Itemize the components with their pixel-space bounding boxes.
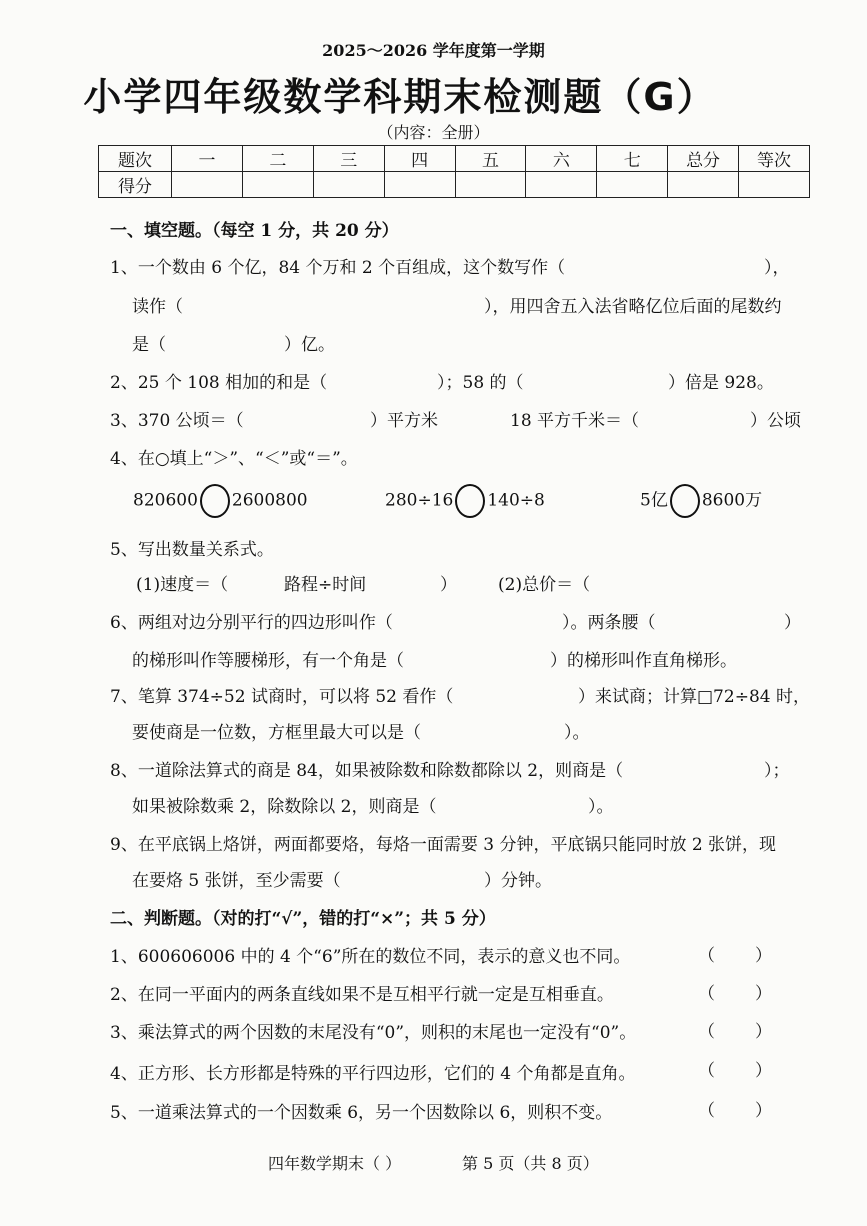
score-cell: 六 (526, 146, 597, 172)
q9-line2-end: ）分钟。 (484, 871, 552, 891)
q6-line1-end: ） (784, 613, 801, 633)
q8-line1-end: ）； (764, 761, 790, 781)
compare-circle[interactable] (455, 484, 485, 518)
q5-title: 5、写出数量关系式。 (110, 540, 274, 560)
score-cell: 等次 (739, 146, 810, 172)
q2-part2: ）；58 的（ (437, 373, 524, 393)
exam-title: 小学四年级数学科期末检测题（G） (83, 75, 717, 119)
score-cell: 题次 (99, 146, 172, 172)
q4-c3-right: 8600万 (701, 490, 763, 511)
score-blank[interactable] (313, 172, 384, 198)
score-row-label: 得分 (99, 172, 172, 198)
q4-compare-3 (640, 484, 762, 518)
judge-item-2: 2、在同一平面内的两条直线如果不是互相平行就一定是互相垂直。 (110, 985, 614, 1005)
judge-answer-4[interactable]: （ ） (698, 1061, 772, 1081)
q4-title: 4、在○填上“＞”、“＜”或“＝”。 (110, 449, 358, 469)
q4-c3-left: 5亿 (640, 490, 668, 511)
q4-c1-right: 2600800 (231, 490, 308, 511)
q1-line3-end: ）亿。 (284, 335, 335, 355)
judge-item-1: 1、600606006 中的 4 个“6”所在的数位不同，表示的意义也不同。 (110, 947, 631, 967)
score-blank[interactable] (668, 172, 739, 198)
q5-speed-label: (1)速度＝（ (136, 575, 229, 595)
score-cell: 二 (242, 146, 313, 172)
q3-part4: ）公顷 (750, 411, 801, 431)
judge-item-5: 5、一道乘法算式的一个因数乘 6，另一个因数除以 6，则积不变。 (110, 1103, 613, 1123)
term-label: 2025～2026 学年度第一学期 (322, 41, 545, 60)
score-blank[interactable] (526, 172, 597, 198)
q6-line1: 6、两组对边分别平行的四边形叫作（ (110, 613, 393, 633)
q1-line1-end: ）， (764, 258, 790, 278)
judge-answer-5[interactable]: （ ） (698, 1101, 772, 1121)
score-blank[interactable] (384, 172, 455, 198)
judge-answer-2[interactable]: （ ） (698, 984, 772, 1004)
q3-part2: ）平方米 (370, 411, 438, 431)
q5-speed-close: ） (440, 575, 457, 595)
footer-subject: 四年数学期末（ ） (268, 1154, 402, 1173)
q7-line1-end: ）来试商；计算□72÷84 时， (578, 687, 810, 707)
compare-circle[interactable] (200, 484, 230, 518)
score-cell: 三 (313, 146, 384, 172)
score-cell: 四 (384, 146, 455, 172)
q8-line1: 8、一道除法算式的商是 84，如果被除数和除数都除以 2，则商是（ (110, 761, 624, 781)
q4-compare-2 (385, 484, 545, 518)
score-blank[interactable] (739, 172, 810, 198)
q5-price-label: (2)总价＝（ (498, 575, 591, 595)
judge-answer-1[interactable]: （ ） (698, 946, 772, 966)
q3-part3: 18 平方千米＝（ (510, 411, 640, 431)
score-cell: 一 (172, 146, 243, 172)
score-blank[interactable] (455, 172, 526, 198)
q3-part1: 3、370 公顷＝（ (110, 411, 244, 431)
q4-c2-right: 140÷8 (487, 490, 545, 511)
q8-line2-end: ）。 (588, 797, 614, 817)
q1-line1: 1、一个数由 6 个亿，84 个万和 2 个百组成，这个数写作（ (110, 258, 566, 278)
q1-line2-end: ），用四舍五入法省略亿位后面的尾数约 (484, 297, 782, 317)
q5-speed-answer: 路程÷时间 (284, 575, 367, 595)
q8-line2: 如果被除数乘 2，除数除以 2，则商是（ (132, 797, 437, 817)
q6-line1-mid: ）。两条腰（ (562, 613, 656, 633)
score-blank[interactable] (597, 172, 668, 198)
section2-title: 二、判断题。（对的打“√”，错的打“×”；共 5 分） (110, 909, 496, 929)
score-table (98, 145, 810, 198)
q9-line1: 9、在平底锅上烙饼，两面都要烙，每烙一面需要 3 分钟，平底锅只能同时放 2 张饼，现 (110, 835, 777, 855)
score-cell: 总分 (668, 146, 739, 172)
q2-part3: ）倍是 928。 (668, 373, 774, 393)
score-cell: 五 (455, 146, 526, 172)
q6-line2-end: ）的梯形叫作直角梯形。 (550, 651, 737, 671)
q4-compare-1 (133, 484, 308, 518)
content-note: （内容：全册） (377, 123, 490, 142)
footer-page: 第 5 页（共 8 页） (462, 1154, 599, 1173)
score-table-score-row (99, 172, 810, 198)
q1-line2: 读作（ (132, 297, 183, 317)
q4-c1-left: 820600 (133, 490, 198, 511)
q1-line3: 是（ (132, 335, 166, 355)
score-blank[interactable] (172, 172, 243, 198)
judge-item-3: 3、乘法算式的两个因数的末尾没有“0”，则积的末尾也一定没有“0”。 (110, 1023, 637, 1043)
q7-line2: 要使商是一位数，方框里最大可以是（ (132, 723, 421, 743)
q6-line2: 的梯形叫作等腰梯形，有一个角是（ (132, 651, 404, 671)
q9-line2: 在要烙 5 张饼，至少需要（ (132, 871, 341, 891)
q4-c2-left: 280÷16 (385, 490, 454, 511)
score-cell: 七 (597, 146, 668, 172)
q7-line2-end: ）。 (564, 723, 590, 743)
compare-circle[interactable] (670, 484, 700, 518)
judge-item-4: 4、正方形、长方形都是特殊的平行四边形，它们的 4 个角都是直角。 (110, 1064, 636, 1084)
q7-line1: 7、笔算 374÷52 试商时，可以将 52 看作（ (110, 687, 454, 707)
judge-answer-3[interactable]: （ ） (698, 1022, 772, 1042)
q2-part1: 2、25 个 108 相加的和是（ (110, 373, 328, 393)
section1-title: 一、填空题。（每空 1 分，共 20 分） (110, 221, 399, 241)
score-table-header-row (99, 146, 810, 172)
score-blank[interactable] (242, 172, 313, 198)
